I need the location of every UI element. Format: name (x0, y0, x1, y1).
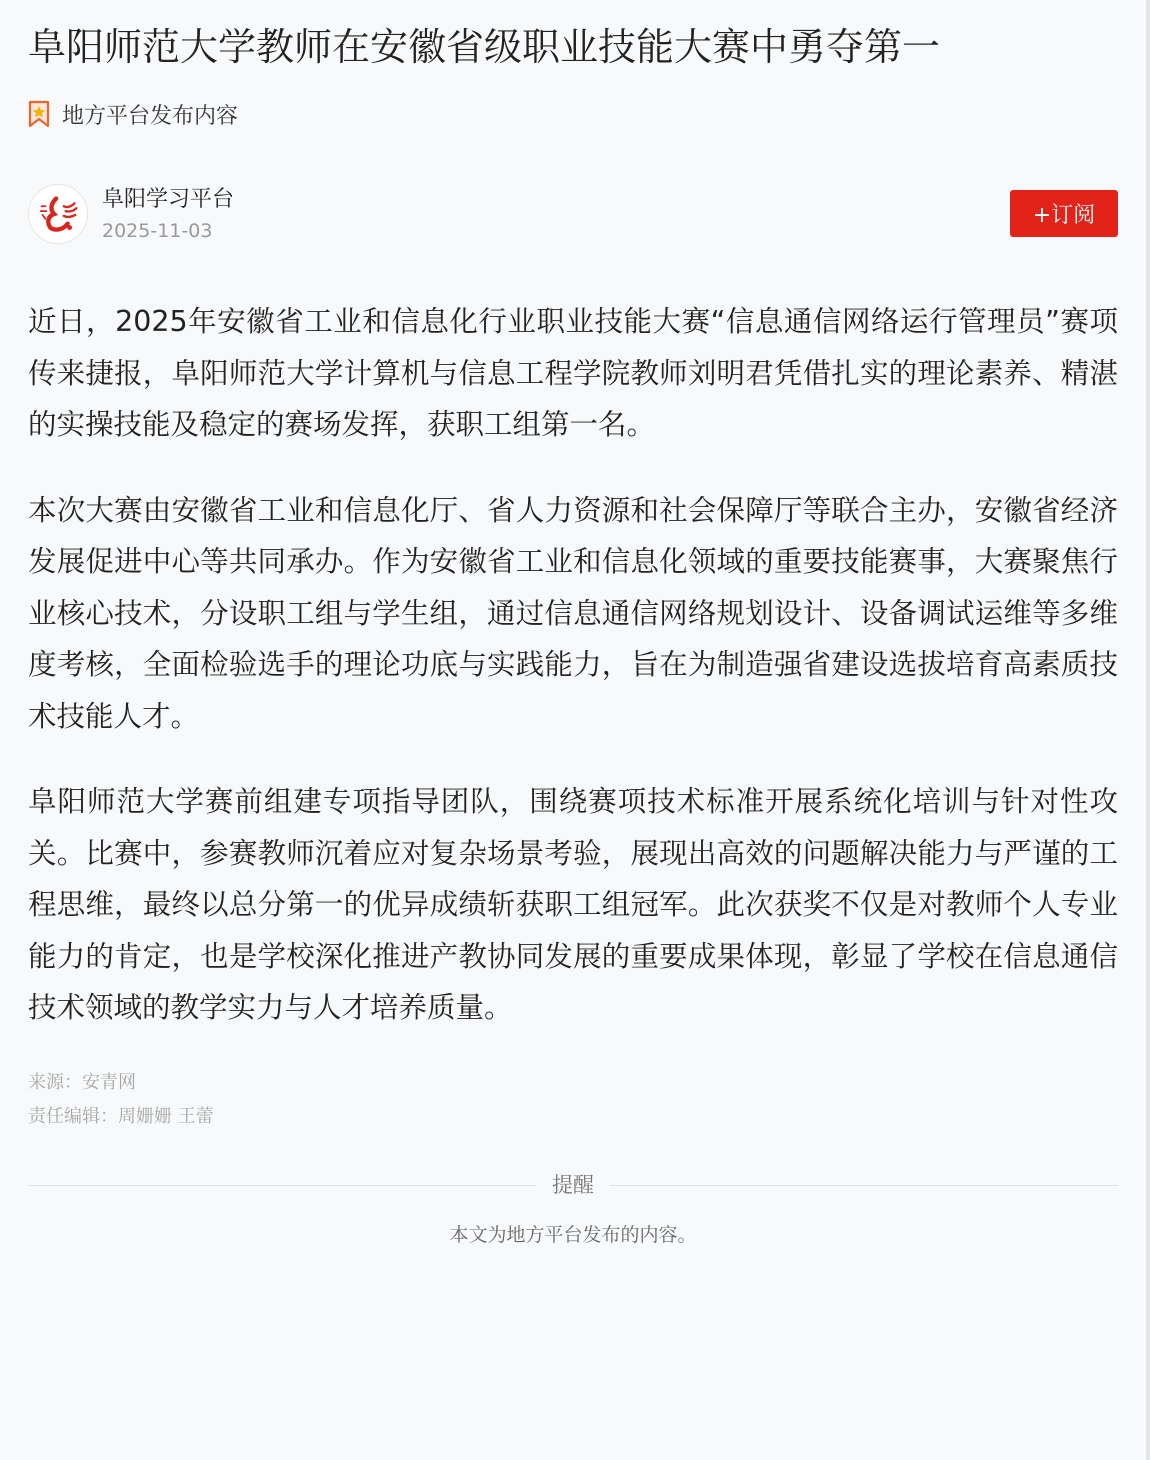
article-paragraph: 本次大赛由安徽省工业和信息化厅、省人力资源和社会保障厅等联合主办，安徽省经济发展促进中心等共同承办。作为安徽省工业和信息化领域的重要技能赛事，大赛聚焦行业核心技术，分设职工组与学生组，通过信息通信网络规划设计、设备调试运维等多维度考核，全面检验选手的理论功底与实践能力，旨在为制造强省建设选拔培育高素质技术技能人才。 (28, 493, 1118, 733)
source-line: 来源：安青网 (28, 1072, 136, 1093)
article-paragraph: 阜阳师范大学赛前组建专项指导团队，围绕赛项技术标准开展系统化培训与针对性攻关。比赛中，参赛教师沉着应对复杂场景考验，展现出高效的问题解决能力与严谨的工程思维，最终以总分第一的优异成绩斩获职工组冠军。此次获奖不仅是对教师个人专业能力的肯定，也是学校深化推进产教协同发展的重要成果体现，彰显了学校在信息通信技术领域的教学实力与人才培养质量。 (28, 785, 1118, 1024)
source-tag (28, 98, 238, 130)
article-meta (28, 1066, 214, 1134)
platform-logo-icon (29, 185, 87, 243)
avatar[interactable] (28, 184, 88, 244)
notice-title: 提醒 (552, 1173, 594, 1197)
article-body (28, 296, 1118, 1068)
author-name[interactable]: 阜阳学习平台 (102, 187, 235, 212)
notice-text: 本文为地方平台发布的内容。 (449, 1224, 697, 1246)
article-paragraph: 近日，2025年安徽省工业和信息化行业职业技能大赛“信息通信网络运行管理员”赛项传来捷报，阜阳师范大学计算机与信息工程学院教师刘明君凭借扎实的理论素养、精湛的实操技能及稳定的赛场发挥，获职工组第一名。 (28, 305, 1118, 441)
article-title: 阜阳师范大学教师在安徽省级职业技能大赛中勇夺第一 (28, 25, 941, 69)
scrollbar[interactable] (1146, 0, 1150, 1460)
tag-label: 地方平台发布内容 (62, 103, 239, 129)
bookmark-star-icon (28, 100, 50, 128)
notice-header (28, 1166, 1118, 1206)
author-bar (28, 182, 1118, 246)
divider (610, 1185, 1118, 1186)
publish-date: 2025-11-03 (102, 220, 213, 242)
subscribe-button[interactable]: +订阅 (1010, 190, 1118, 237)
editor-line: 责任编辑：周姗姗 王蕾 (28, 1106, 214, 1127)
